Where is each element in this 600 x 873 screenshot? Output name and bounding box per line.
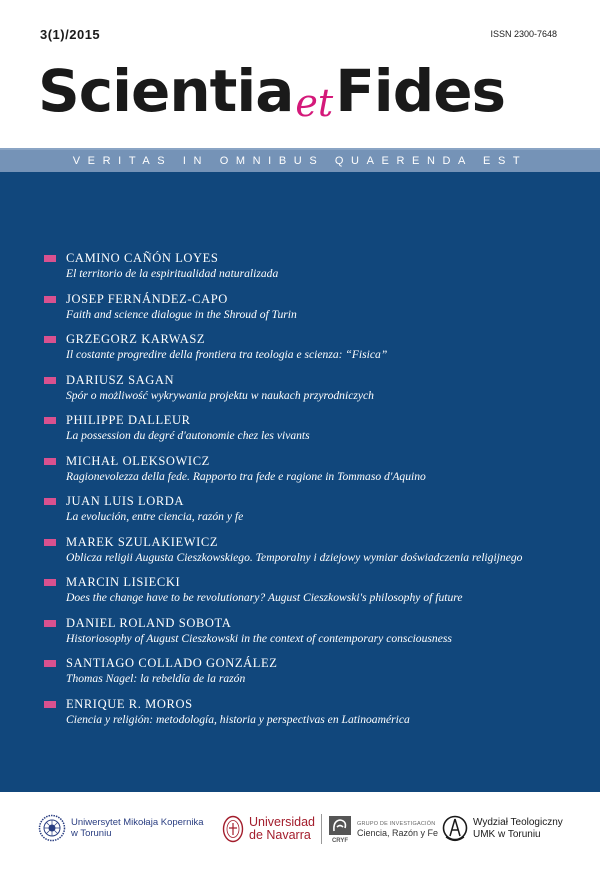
bullet-marker	[44, 255, 56, 262]
contents-entry	[44, 292, 564, 333]
logo-divider	[321, 814, 322, 844]
entry-author: CAMINO CAÑÓN LOYES	[66, 251, 219, 265]
cryf-subtitle: GRUPO DE INVESTIGACIÓN	[357, 820, 436, 827]
umk-logo	[38, 814, 204, 842]
contents-entry	[44, 575, 564, 616]
motto-bar	[0, 148, 600, 172]
entry-author: DARIUSZ SAGAN	[66, 372, 175, 387]
wt-name-line2: UMK w Toruniu	[473, 829, 541, 840]
entry-author: JUAN LUIS LORDA	[66, 494, 185, 508]
entry-author: JOSEP FERNÁNDEZ-CAPO	[66, 291, 228, 306]
umk-seal-icon	[38, 814, 66, 842]
entry-title: Oblicza religii Augusta Cieszkowskiego. Temporalny i dziejowy wymiar doświadczenia religijnego	[66, 550, 523, 564]
journal-title	[38, 56, 505, 126]
entry-title: Does the change have to be revolutionary? August Cieszkowski's philosophy of future	[66, 591, 463, 604]
bullet-marker	[44, 377, 56, 384]
bullet-marker	[44, 417, 56, 424]
wt-emblem-icon	[442, 814, 468, 844]
contents-entry	[44, 332, 564, 373]
bullet-marker	[44, 296, 56, 303]
issn-label: ISSN 2300-7648	[490, 29, 557, 39]
entry-author: MAREK SZULAKIEWICZ	[66, 534, 219, 549]
title-fides: Fides	[335, 57, 506, 125]
entry-title: Historiosophy of August Cieszkowski in the context of contemporary consciousness	[66, 631, 452, 645]
contents-entry	[44, 535, 564, 576]
bullet-marker	[44, 701, 56, 708]
contents-entry	[44, 697, 564, 738]
entry-author: GRZEGORZ KARWASZ	[66, 332, 206, 346]
umk-name-line1: Uniwersytet Mikołaja Kopernika	[71, 817, 204, 828]
contents-entry	[44, 494, 564, 535]
bullet-marker	[44, 539, 56, 546]
motto-text: VERITAS IN OMNIBUS QUAERENDA EST	[72, 155, 528, 167]
entry-author: MARCIN LISIECKI	[66, 575, 181, 589]
navarra-crest-icon	[222, 815, 244, 843]
entry-title: La evolución, entre ciencia, razón y fe	[66, 510, 244, 523]
navarra-logo	[222, 814, 438, 844]
publisher-footer	[0, 792, 600, 873]
cryf-logo-icon	[328, 815, 352, 843]
bullet-marker	[44, 336, 56, 343]
entry-author: ENRIQUE R. MOROS	[66, 696, 193, 711]
title-et: et	[295, 81, 334, 125]
bullet-marker	[44, 660, 56, 667]
contents-list	[44, 251, 564, 737]
entry-title: La possession du degré d'autonomie chez les vivants	[66, 429, 310, 442]
contents-entry	[44, 373, 564, 414]
entry-title: Spór o możliwość wykrywania projektu w naukach przyrodniczych	[66, 388, 374, 402]
contents-entry	[44, 616, 564, 657]
entry-title: Ciencia y religión: metodología, historia y perspectivas en Latinoamérica	[66, 712, 410, 726]
entry-author: SANTIAGO COLLADO GONZÁLEZ	[66, 656, 278, 670]
entry-title: Faith and science dialogue in the Shroud of Turin	[66, 307, 297, 321]
bullet-marker	[44, 498, 56, 505]
navarra-name-line1: Universidad	[249, 815, 316, 829]
wt-logo	[442, 814, 563, 844]
issue-number: 3(1)/2015	[40, 27, 101, 42]
entry-title: Thomas Nagel: la rebeldía de la razón	[66, 672, 246, 685]
navarra-name-line2: de Navarra	[249, 828, 311, 842]
contents-panel	[0, 172, 600, 792]
contents-entry	[44, 413, 564, 454]
cryf-name: Ciencia, Razón y Fe	[357, 827, 439, 838]
contents-entry	[44, 454, 564, 495]
bullet-marker	[44, 579, 56, 586]
cryf-badge: CRYF	[331, 838, 349, 843]
wt-name-line1: Wydział Teologiczny	[473, 817, 563, 828]
entry-author: MICHAŁ OLEKSOWICZ	[66, 453, 210, 468]
entry-author: PHILIPPE DALLEUR	[66, 413, 191, 427]
umk-name-line2: w Toruniu	[71, 828, 112, 839]
entry-title: Ragionevolezza della fede. Rapporto tra fede e ragione in Tommaso d'Aquino	[66, 469, 426, 483]
entry-title: Il costante progredire della frontiera tra teologia e scienza: “Fisica”	[66, 348, 388, 361]
cover-header	[0, 0, 600, 148]
contents-entry	[44, 251, 564, 292]
title-scientia: Scientia	[38, 57, 294, 125]
bullet-marker	[44, 458, 56, 465]
contents-entry	[44, 656, 564, 697]
entry-title: El territorio de la espiritualidad naturalizada	[66, 267, 279, 280]
bullet-marker	[44, 620, 56, 627]
entry-author: DANIEL ROLAND SOBOTA	[66, 615, 232, 630]
